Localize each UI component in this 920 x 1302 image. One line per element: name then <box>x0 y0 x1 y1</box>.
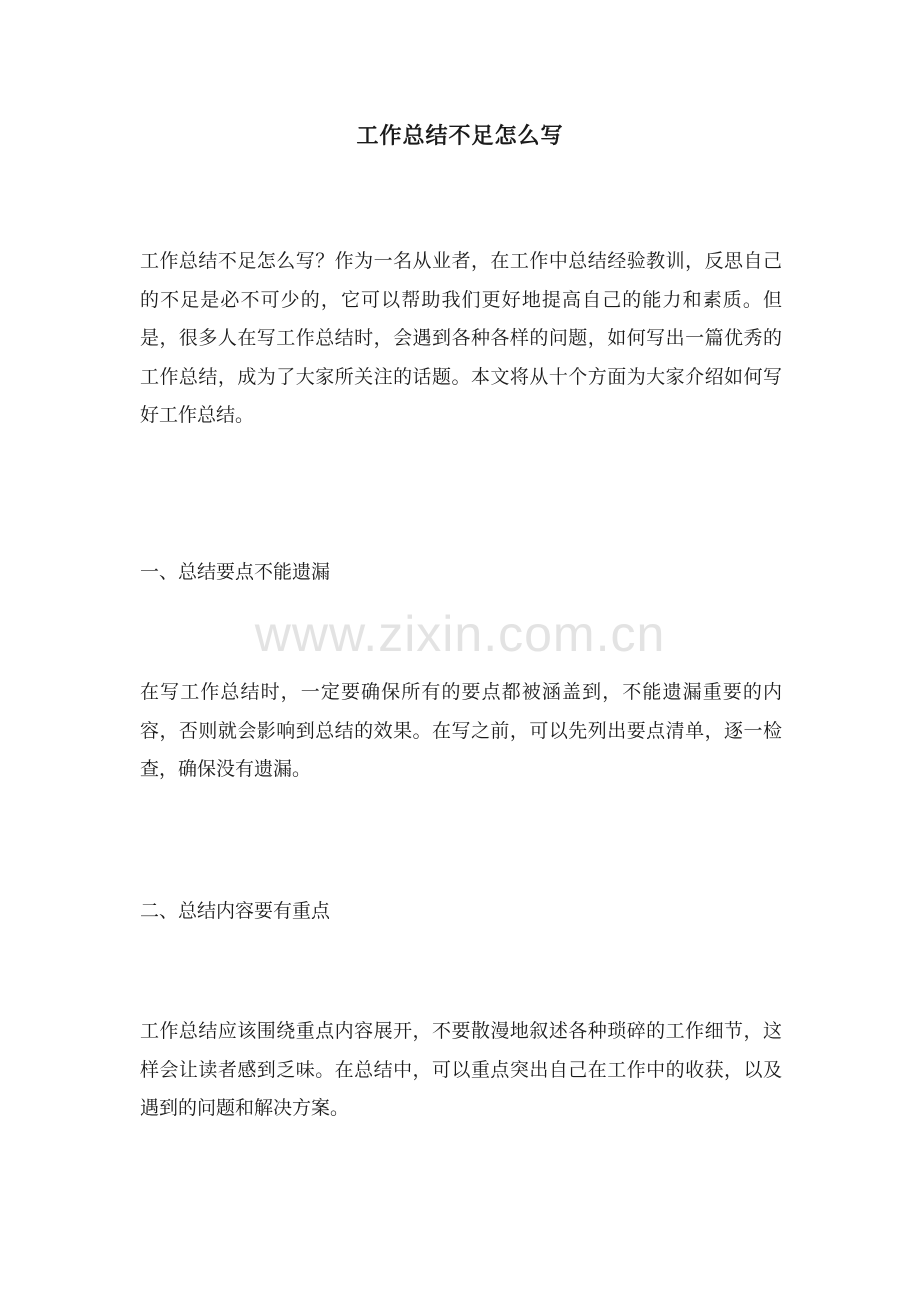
watermark: www.zixin.com.cn <box>254 606 666 662</box>
section-heading-1: 一、总结要点不能遗漏 <box>140 561 331 583</box>
intro-paragraph: 工作总结不足怎么写？作为一名从业者，在工作中总结经验教训，反思自己的不足是必不可少的，它可以帮助我们更好地提高自己的能力和素质。但是，很多人在写工作总结时，会遇到各种各样的问题，如何写出一篇优秀的工作总结，成为了大家所关注的话题。本文将从十个方面为大家介绍如何写好工作总结。 <box>140 250 782 426</box>
document-title: 工作总结不足怎么写 <box>356 123 564 149</box>
section-body-1: 在写工作总结时，一定要确保所有的要点都被涵盖到，不能遗漏重要的内容，否则就会影响到总结的效果。在写之前，可以先列出要点清单，逐一检查，确保没有遗漏。 <box>140 681 782 780</box>
section-heading-2: 二、总结内容要有重点 <box>140 900 331 922</box>
section-body-2: 工作总结应该围绕重点内容展开，不要散漫地叙述各种琐碎的工作细节，这样会让读者感到乏味。在总结中，可以重点突出自己在工作中的收获，以及遇到的问题和解决方案。 <box>140 1020 782 1119</box>
